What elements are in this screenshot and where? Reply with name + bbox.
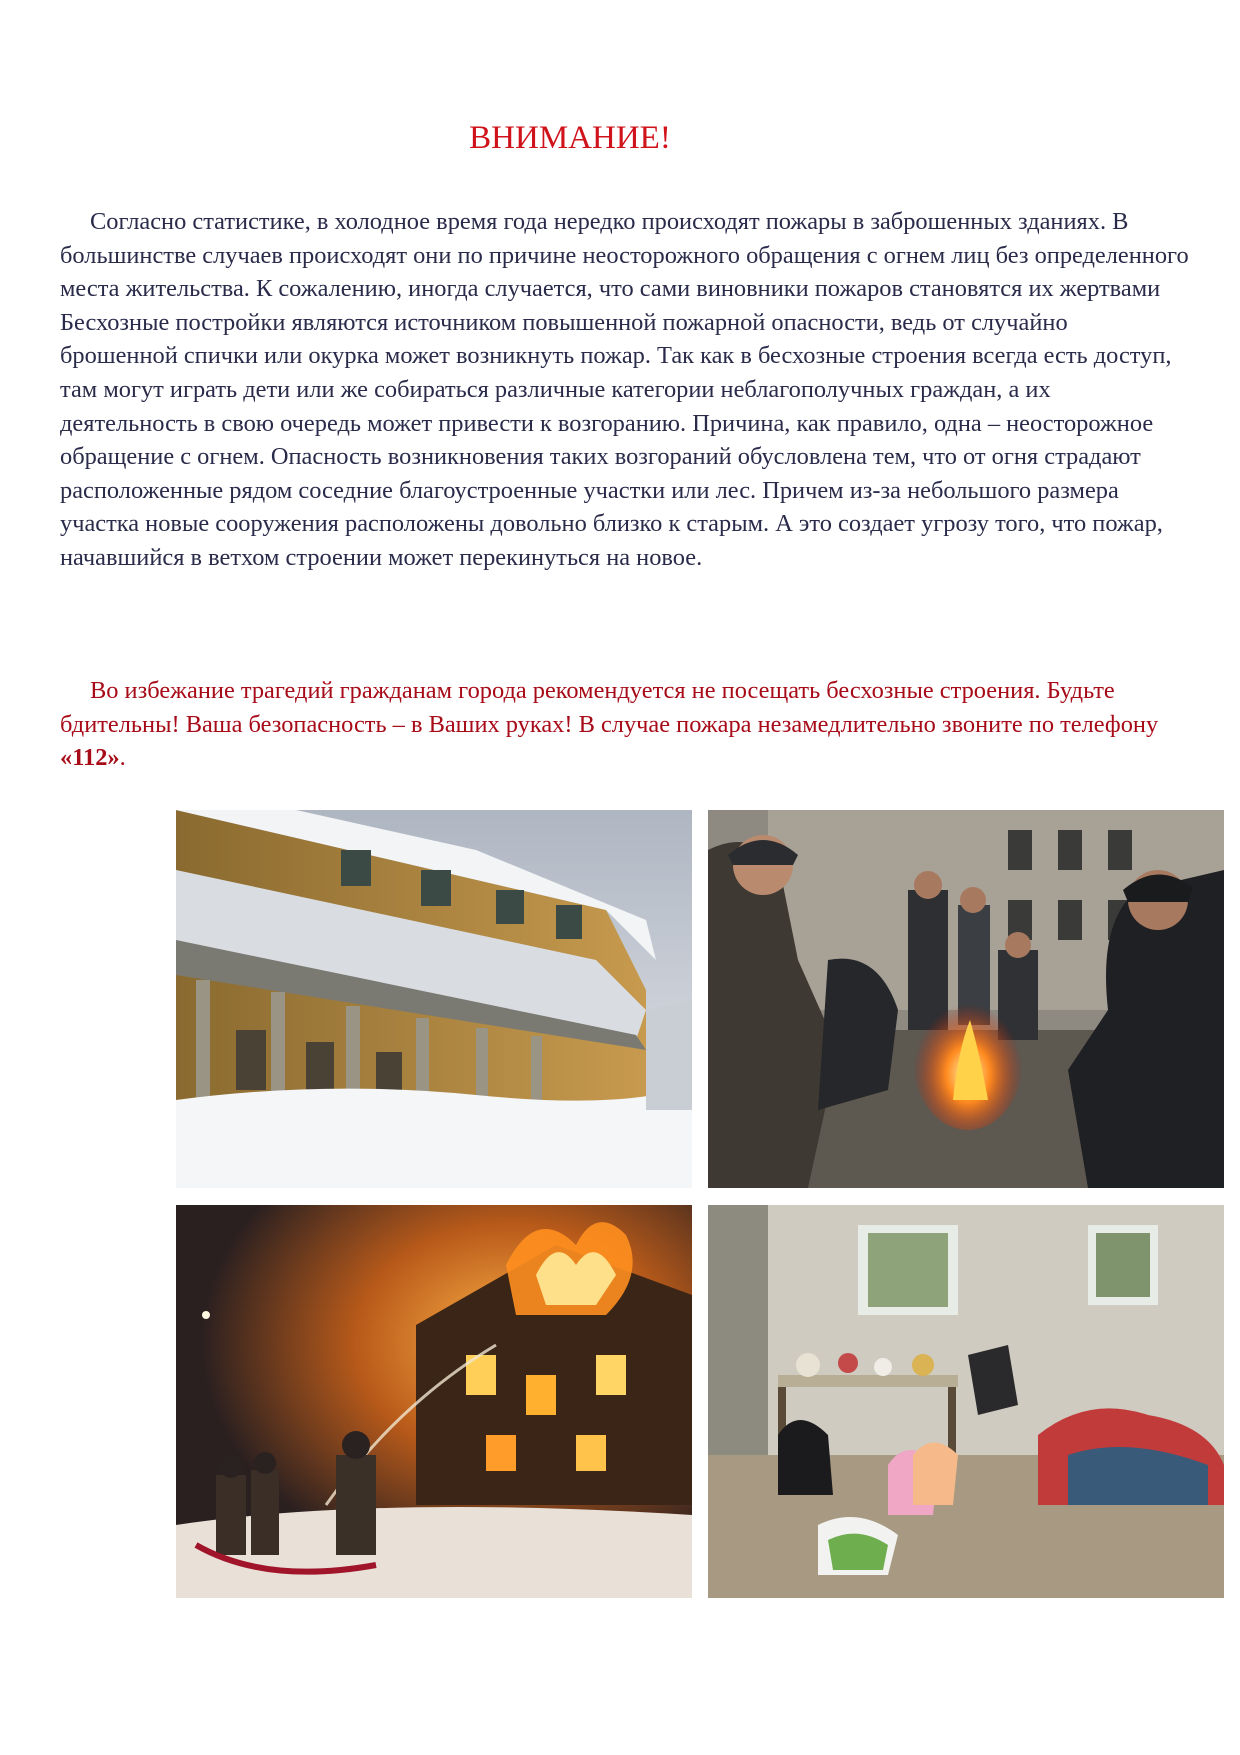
emergency-phone: «112» (60, 744, 120, 772)
photo-abandoned-building (176, 810, 692, 1188)
page-title: ВНИМАНИЕ! (469, 120, 671, 156)
warning-end: . (119, 744, 126, 772)
body-paragraph: Согласно статистике, в холодное время года нередко происходят пожары в заброшенных зданиях. В большинстве случаев происходят они по причине неосторожного обращения с огнем лиц без определенного места жительства. К сожалению, иногда случается, что сами виновники пожаров становятся их жертвами Бесхозные постройки являются источником повышенной пожарной опасности, ведь от случайно брошенной спички или окурка может возникнуть пожар. Так как в бесхозные строения всегда есть доступ, там могут играть дети или же собираться различные категории неблагополучных граждан, а их деятельность в свою очередь может привести к возгоранию. Причина, как правило, одна – неосторожное обращение с огнем. Опасность возникновения таких возгораний обусловлена тем, что от огня страдают расположенные рядом соседние благоустроенные участки или лес. Причем из-за небольшого размера участка новые сооружения расположены довольно близко к старым. А это создает угрозу того, что пожар, начавшийся в ветхом строении может перекинуться на новое. (60, 208, 1189, 571)
photo-firefighters (176, 1205, 692, 1598)
photo-people-around-fire (708, 810, 1224, 1188)
warning-paragraph (60, 674, 1190, 775)
photo-littered-room (708, 1205, 1224, 1598)
warning-text: Во избежание трагедий гражданам города рекомендуется не посещать бесхозные строения. Будьте бдительны! Ваша безопасность – в Ваших руках! В случае пожара незамедлительно звоните по телефону (60, 677, 1159, 738)
